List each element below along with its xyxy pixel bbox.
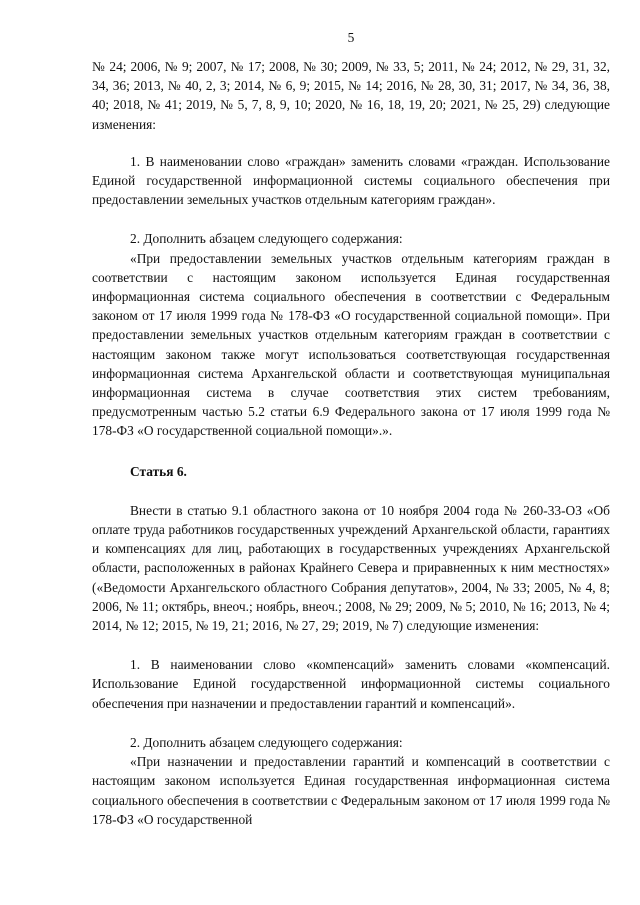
paragraph-amendment-2: 2. Дополнить абзацем следующего содержания: <box>130 231 403 247</box>
paragraph-quoted-text: «При предоставлении земельных участков отдельным категориям граждан в соответствии с настоящим законом используется Единая государственная информационная система социального обеспечения в соответствии с Федеральным законом от 17 июля 1999 года № 178-ФЗ «О государственной социальной помощи». При предоставлении земельных участков отдельным категориям граждан в соответствии с настоящим законом также могут использоваться соответствующая государственная информационная система Архангельской области и соответствующая муниципальная информационная система в случае соответствия этих систем требованиям, предусмотренным частью 5.2 статьи 6.9 Федерального закона от 17 июля 1999 года № 178-ФЗ «О государственной социальной помощи».». <box>92 250 610 439</box>
article-heading: Статья 6. <box>130 463 187 479</box>
page-number: 5 <box>347 30 355 45</box>
paragraph-amendment-2-b: 2. Дополнить абзацем следующего содержания: <box>130 734 403 750</box>
paragraph-amendment-1-b: 1. В наименовании слово «компенсаций» заменить словами «компенсаций. Использование Единой государственной информационной системы социального обеспечения при назначении и предоставлении гарантий и компенсаций». <box>92 657 610 711</box>
paragraph-article-intro: Внести в статью 9.1 областного закона от 10 ноября 2004 года № 260-33-ОЗ «Об оплате труда работников государственных учреждений Архангельской области, гарантиях и компенсациях для лиц, работающих в государственных учреждениях Архангельской области, расположенных в районах Крайнего Севера и приравненных к ним местностях» («Ведомости Архангельского областного Собрания депутатов», 2004, № 33; 2005, № 4, 8; 2006, № 11; октябрь, внеоч.; ноябрь, внеоч.; 2008, № 29; 2009, № 5; 2010, № 16; 2013, № 4; 2014, № 12; 2015, № 19, 21; 2016, № 27, 29; 2019, № 7) следующие изменения: <box>92 502 610 634</box>
paragraph-quoted-text-b: «При назначении и предоставлении гарантий и компенсаций в соответствии с настоящим законом используется Единая государственная информационная система социального обеспечения в соответствии с Федеральным законом от 17 июля 1999 года № 178-ФЗ «О государственной <box>92 754 610 827</box>
document-page <box>92 0 610 905</box>
document-body <box>92 57 610 829</box>
paragraph-amendment-1: 1. В наименовании слово «граждан» заменить словами «граждан. Использование Единой государственной информационной системы социального обеспечения при предоставлении земельных участков отдельным категориям граждан». <box>92 153 610 208</box>
paragraph-continuation: № 24; 2006, № 9; 2007, № 17; 2008, № 30; 2009, № 33, 5; 2011, № 24; 2012, № 29, 31, 32, 34, 36; 2013, № 40, 2, 3; 2014, № 6, 9; 2015, № 14; 2016, № 28, 30, 31; 2017, № 34, 36, 38, 40; 2018, № 41; 2019, № 5, 7, 8, 9, 10; 2020, № 16, 18, 19, 20; 2021, № 25, 29) следующие изменения: <box>92 59 610 132</box>
